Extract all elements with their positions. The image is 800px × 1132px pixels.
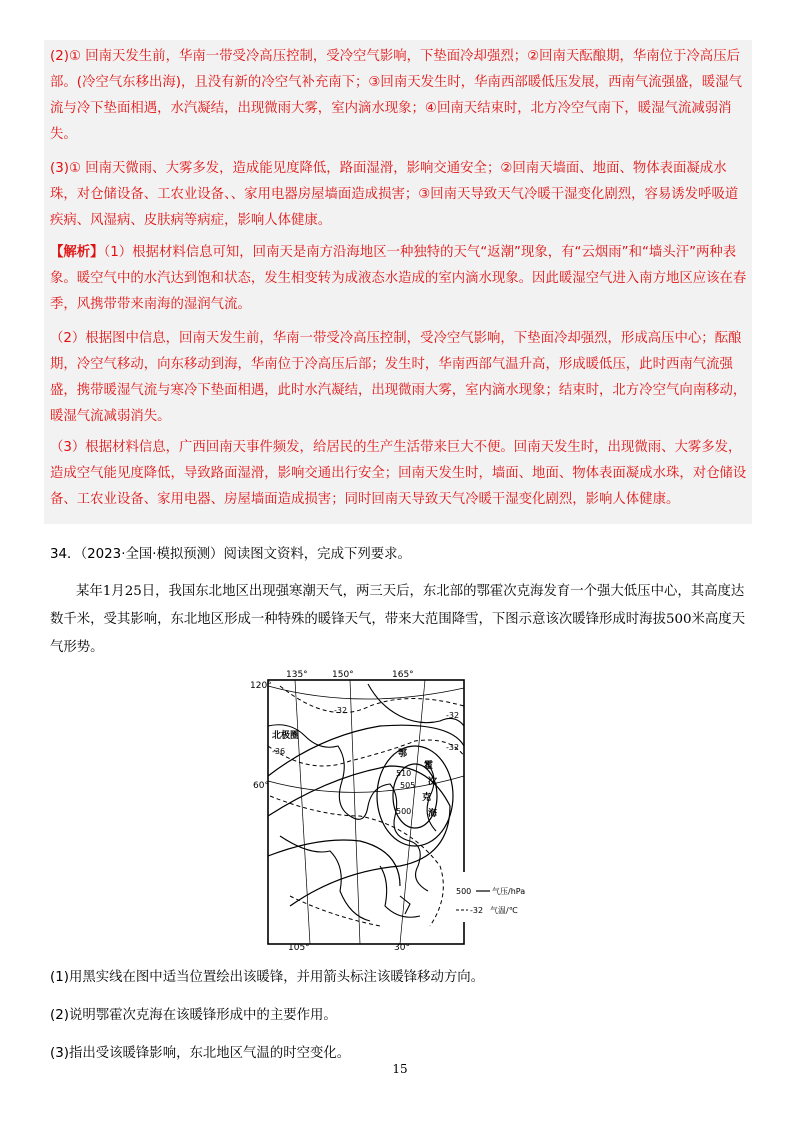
lon-label: 165° — [392, 670, 414, 680]
place-label: 鄂 — [398, 749, 408, 759]
place-label: 霍 — [424, 761, 434, 771]
isotherm-value: -32 — [446, 743, 460, 752]
weather-map-figure — [250, 666, 530, 951]
isotherm-value: -32 — [334, 706, 348, 715]
legend-isotherm-text: 气温/℃ — [490, 906, 518, 915]
analysis-tag: 【解析】 — [50, 245, 104, 260]
answer-paragraph-3: (3)① 回南天微雨、大雾多发，造成能见度降低，路面湿滑，影响交通安全；②回南天墙面、地面、物体表面凝成水珠，对仓储设备、工农业设备、、家用电器房屋墙面造成损害；③回南天导致天气冷暖干湿变化剧烈，容易诱发呼吸道疾病、风湿病、皮肤病等病症，影响人体健康。 — [50, 161, 739, 228]
weather-map-svg — [250, 666, 530, 951]
analysis-paragraph-2: （2）根据图中信息，回南天发生前，华南一带受冷高压控制，受冷空气影响，下垫面冷却强烈，形成高压中心；酝酿期，冷空气移动，向东移动到海，华南位于冷高压后部；发生时，华南西部气温升高，形成暖低压，此时西南气流强盛，携带暖湿气流与寒冷下垫面相遇，此时水汽凝结，出现微雨大雾，室内滴水现象；结束时，北方冷空气向南移动，暖湿气流减弱消失。 — [50, 331, 747, 424]
lon-label: 150° — [332, 670, 354, 680]
place-label: 克 — [422, 793, 432, 803]
lon-label: 30° — [394, 943, 410, 951]
question-item-1: (1)用黑实线在图中适当位置绘出该暖锋，并用箭头标注该暖锋移动方向。 — [50, 970, 485, 985]
isobar-value: 500 — [396, 807, 412, 816]
lat-label: 60° — [253, 781, 269, 791]
isobar-value: 510 — [396, 769, 412, 778]
question-item-3: (3)指出受该暖锋影响，东北地区气温的时空变化。 — [50, 1046, 351, 1061]
lon-label: 135° — [286, 670, 308, 680]
question-material: 某年1月25日，我国东北地区出现强寒潮天气，两三天后，东北部的鄂霍次克海发育一个强大低压中心，其高度达数千米，受其影响，东北地区形成一种特殊的暖锋天气，带来大范围降雪，下图示意该次暖锋形成时海拔500米高度天气形势。 — [50, 584, 746, 655]
lat-label: 120° — [250, 681, 272, 691]
place-label: 北极圈 — [272, 731, 300, 741]
legend-isobar-text: 气压/hPa — [492, 887, 526, 896]
legend-isotherm-value: -32 — [470, 906, 484, 915]
place-label: 海 — [428, 809, 438, 819]
isotherm-value: -36 — [272, 747, 286, 756]
lon-label: 105° — [288, 943, 310, 951]
question-item-2: (2)说明鄂霍次克海在该暖锋形成中的主要作用。 — [50, 1008, 337, 1023]
question-heading: 34．（2023·全国·模拟预测）阅读图文资料，完成下列要求。 — [50, 547, 411, 562]
page-number: 15 — [392, 1062, 408, 1076]
legend-isobar-value: 500 — [456, 887, 472, 896]
analysis-paragraph-1 — [50, 240, 750, 318]
analysis-paragraph-3: （3）根据材料信息，广西回南天事件频发，给居民的生产生活带来巨大不便。回南天发生时，出现微雨、大雾多发，造成空气能见度降低，导致路面湿滑，影响交通出行安全；回南天发生时，墙面、地面、物体表面凝成水珠，对仓储设备、工农业设备、家用电器、房屋墙面造成损害；同时回南天导致天气冷暖干湿变化剧烈，影响人体健康。 — [50, 440, 747, 507]
place-label: 次 — [428, 777, 438, 787]
analysis-text-1: （1）根据材料信息可知，回南天是南方沿海地区一种独特的天气“返潮”现象，有“云烟雨”和“墙头汗”两种表象。暖空气中的水汽达到饱和状态，发生相变转为成液态水造成的室内滴水现象。因此暖湿空气进入南方地区应该在春季，风携带带来南海的湿润气流。 — [50, 245, 747, 312]
isobar-value: 505 — [400, 781, 416, 790]
answer-paragraph-2: (2)① 回南天发生前，华南一带受冷高压控制，受冷空气影响，下垫面冷却强烈；②回南天酝酿期，华南位于冷高压后部。(冷空气东移出海)，且没有新的冷空气补充南下；③回南天发生时，华南西部暖低压发展，西南气流强盛，暖湿气流与冷下垫面相遇，水汽凝结，出现微雨大雾，室内滴水现象；④回南天结束时，北方冷空气南下，暖湿气流减弱消失。 — [50, 49, 742, 142]
map-legend — [456, 872, 530, 922]
isotherm-value: -32 — [446, 711, 460, 720]
